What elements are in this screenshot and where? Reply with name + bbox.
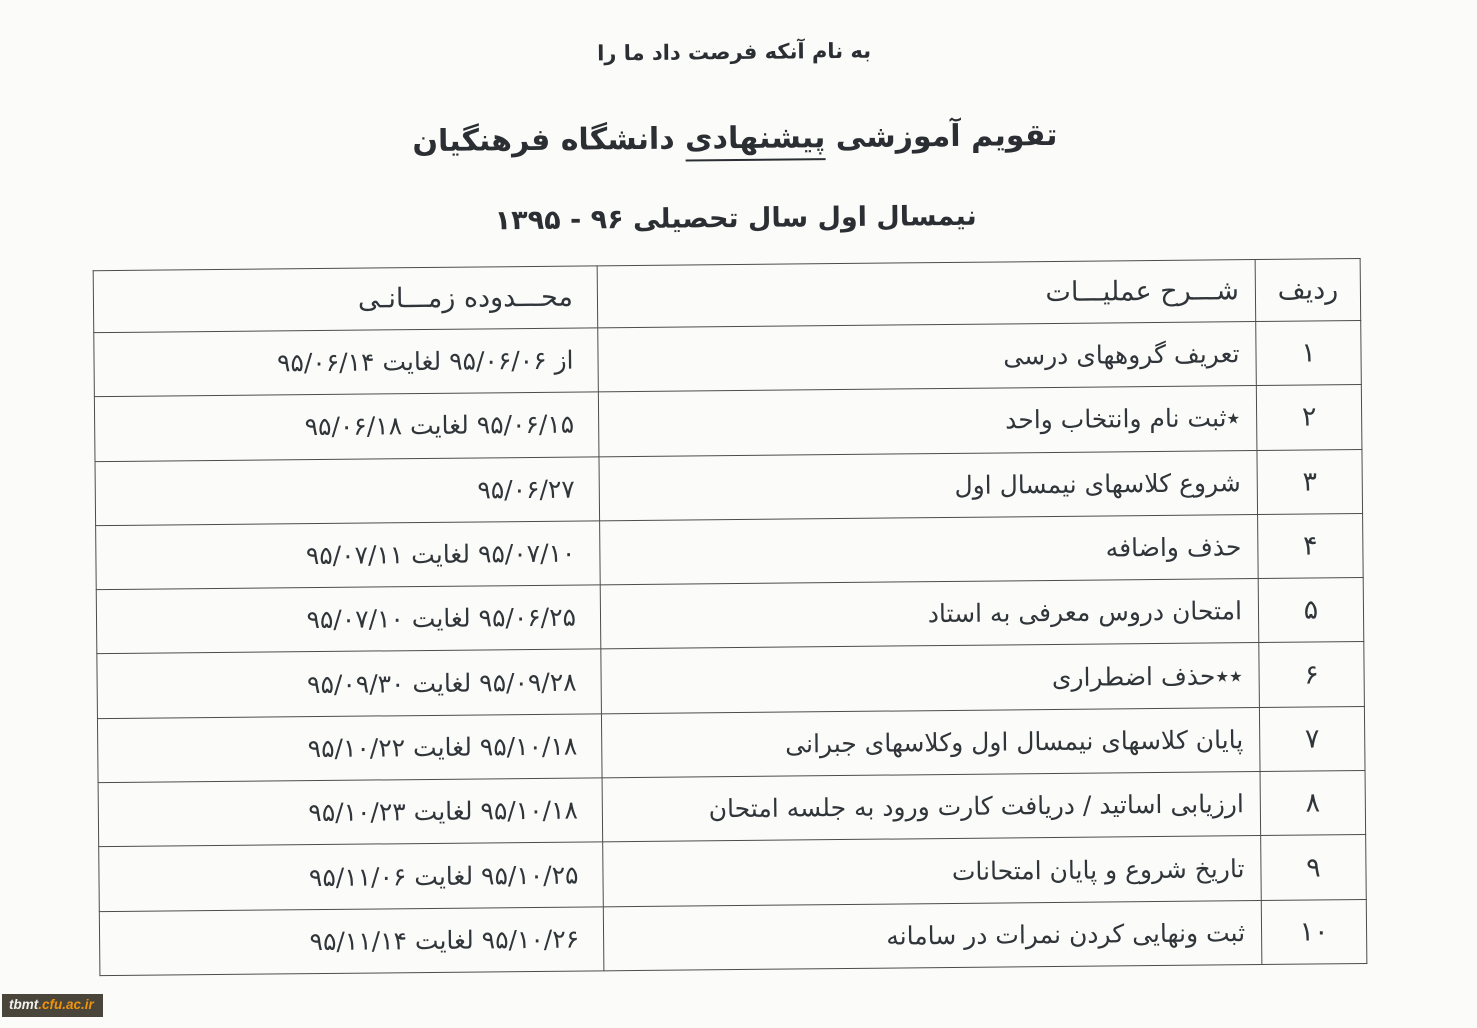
cell-row-number: ۹ xyxy=(1261,835,1367,900)
cell-time-range: ۹۵/۰۷/۱۰ لغایت ۹۵/۰۷/۱۱ xyxy=(96,521,601,590)
table-row xyxy=(95,449,1363,525)
table-row xyxy=(99,835,1367,911)
page-subtitle: نیمسال اول سال تحصیلی ۹۶ - ۱۳۹۵ xyxy=(494,200,977,237)
page-title-prefix: تقویم آموزشی xyxy=(825,117,1058,156)
site-watermark-badge xyxy=(2,994,103,1017)
cell-row-number: ۱ xyxy=(1256,321,1362,386)
table-row xyxy=(97,706,1365,782)
cell-time-range: ۹۵/۰۶/۲۵ لغایت ۹۵/۰۷/۱۰ xyxy=(96,585,601,654)
cell-time-range: ۹۵/۰۹/۲۸ لغایت ۹۵/۰۹/۳۰ xyxy=(97,649,602,718)
cell-description: تاریخ شروع و پایان امتحانات xyxy=(603,836,1262,907)
table-row xyxy=(94,321,1362,397)
cell-row-number: ۸ xyxy=(1260,771,1366,836)
cell-description: ارزیابی اساتید / دریافت کارت ورود به جلسه امتحان xyxy=(602,772,1261,843)
cell-time-range: ۹۵/۰۶/۱۵ لغایت ۹۵/۰۶/۱۸ xyxy=(94,392,599,461)
academic-calendar-table xyxy=(93,258,1368,976)
header-description: شـــرح عملیـــات xyxy=(597,260,1256,328)
cell-row-number: ۳ xyxy=(1257,449,1363,514)
cell-description: تعریف گروههای درسی xyxy=(598,322,1257,393)
cell-description: پایان کلاسهای نیمسال اول وکلاسهای جبرانی xyxy=(601,707,1260,778)
cell-description: شروع کلاسهای نیمسال اول xyxy=(599,450,1258,521)
cell-time-range: ۹۵/۰۶/۲۷ xyxy=(95,456,600,525)
page-title-underlined-word: پیشنهادی xyxy=(685,120,826,161)
cell-description: ٭ثبت نام وانتخاب واحد xyxy=(598,386,1257,457)
cell-row-number: ۱۰ xyxy=(1261,899,1367,964)
page-title xyxy=(0,114,1474,163)
cell-description: حذف واضافه xyxy=(600,514,1259,585)
cell-time-range: ۹۵/۱۰/۱۸ لغایت ۹۵/۱۰/۲۲ xyxy=(97,714,602,783)
table-row xyxy=(97,642,1365,718)
header-row-number: ردیف xyxy=(1255,259,1361,322)
site-watermark-suffix: .cfu.ac.ir xyxy=(38,996,94,1012)
cell-row-number: ۷ xyxy=(1259,706,1365,771)
cell-description: امتحان دروس معرفی به استاد xyxy=(600,579,1259,650)
cell-time-range: ۹۵/۱۰/۱۸ لغایت ۹۵/۱۰/۲۳ xyxy=(98,778,603,847)
table-row xyxy=(96,513,1364,589)
cell-time-range: ۹۵/۱۰/۲۵ لغایت ۹۵/۱۱/۰۶ xyxy=(99,842,604,911)
page-title-suffix: دانشگاه فرهنگیان xyxy=(412,121,686,160)
table-row xyxy=(99,899,1367,975)
cell-time-range: از ۹۵/۰۶/۰۶ لغایت ۹۵/۰۶/۱۴ xyxy=(94,328,599,397)
table-row xyxy=(98,771,1366,847)
cell-row-number: ۲ xyxy=(1256,385,1362,450)
header-time-range: محـــدوده زمـــانـی xyxy=(93,266,598,333)
table-row xyxy=(94,385,1362,461)
cell-row-number: ۶ xyxy=(1259,642,1365,707)
cell-description: ٭٭حذف اضطراری xyxy=(601,643,1260,714)
cell-row-number: ۵ xyxy=(1258,578,1364,643)
cell-row-number: ۴ xyxy=(1258,513,1364,578)
cell-description: ثبت ونهایی کردن نمرات در سامانه xyxy=(603,900,1262,971)
site-watermark-prefix: tbmt xyxy=(9,996,39,1012)
table-body xyxy=(94,321,1367,976)
table-row xyxy=(96,578,1364,654)
cell-time-range: ۹۵/۱۰/۲۶ لغایت ۹۵/۱۱/۱۴ xyxy=(99,906,604,975)
bismillah-line: به نام آنکه فرصت داد ما را xyxy=(597,38,872,66)
